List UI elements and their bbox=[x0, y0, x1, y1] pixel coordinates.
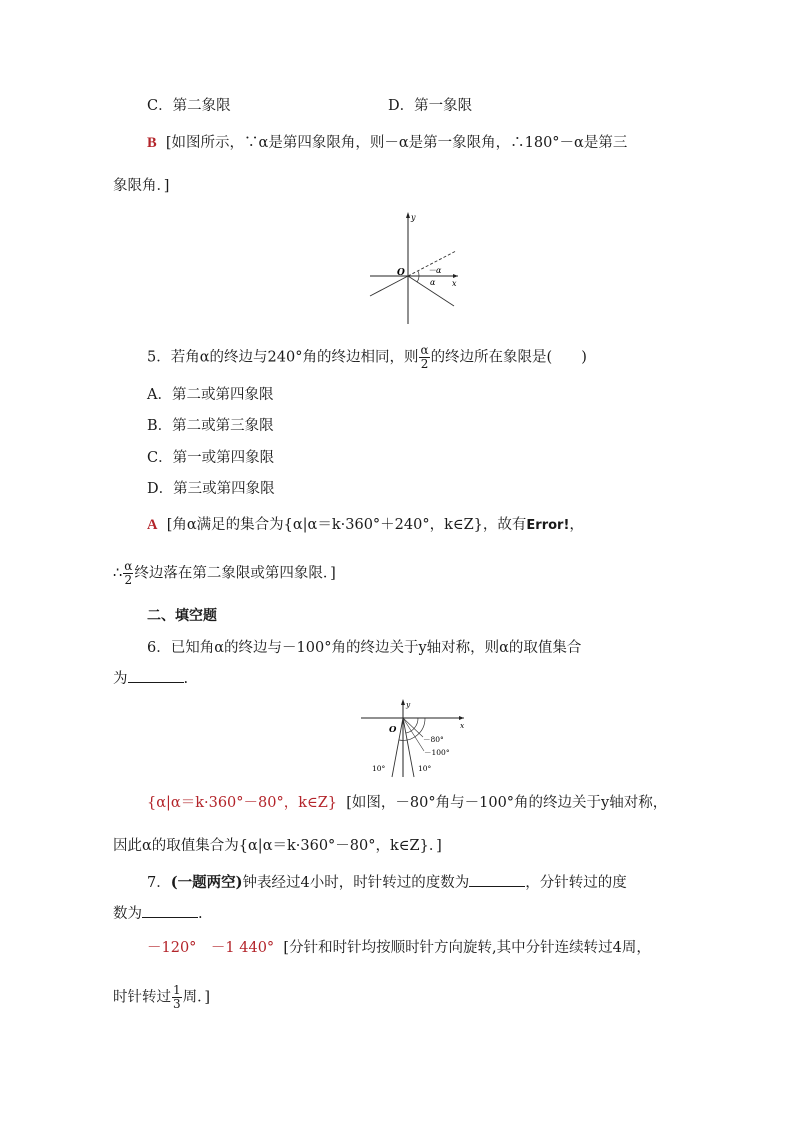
x-axis-arrow bbox=[453, 274, 458, 278]
q4-angle-figure bbox=[362, 206, 462, 328]
therefore-symbol: ∴ bbox=[113, 565, 123, 582]
option-c: C．第二象限 bbox=[147, 98, 231, 114]
q7-blank-minute-hand[interactable] bbox=[142, 903, 198, 918]
y-label: y bbox=[406, 700, 411, 709]
q7-explanation-prefix: 时针转过 bbox=[113, 989, 171, 1006]
q7-stem-period: . bbox=[198, 906, 203, 922]
q5-explanation-line2 bbox=[113, 560, 336, 587]
option-d: D．第一象限 bbox=[388, 98, 473, 114]
alpha-arc bbox=[417, 276, 419, 282]
q6-answer: {α|α＝k·360°－80°，k∈Z} bbox=[147, 795, 338, 811]
q6-stem-line2 bbox=[113, 668, 188, 689]
q6-explanation-line2: 因此α的取值集合为{α|α＝k·360°－80°，k∈Z}．] bbox=[113, 838, 442, 854]
q7-explanation-line1 bbox=[147, 938, 651, 958]
q6-answer-blank[interactable] bbox=[128, 668, 184, 683]
q7-stem-line1 bbox=[147, 872, 627, 893]
y-axis-arrow bbox=[406, 212, 410, 218]
third-quadrant-ray bbox=[370, 276, 408, 296]
section-title: 二、填空题 bbox=[147, 608, 217, 624]
fraction-numerator: α bbox=[420, 343, 429, 357]
y-label: y bbox=[411, 213, 416, 222]
q6-stem-line1: 6．已知角α的终边与－100°角的终边关于y轴对称，则α的取值集合 bbox=[147, 640, 582, 656]
q6-explanation-text: [如图，－80°角与－100°角的终边关于y轴对称， bbox=[346, 795, 668, 811]
q5-explanation-tail: 终边落在第二象限或第四象限．] bbox=[134, 565, 336, 582]
q7-number: 7． bbox=[147, 875, 171, 891]
fraction-numerator: α bbox=[124, 559, 133, 573]
label-10-right: 10° bbox=[418, 764, 432, 773]
label-neg-100: －100° bbox=[424, 748, 450, 757]
q5-explanation-text: [角α满足的集合为{α|α＝k·360°＋240°，k∈Z}，故有 bbox=[166, 517, 527, 533]
neg-alpha-label: －α bbox=[428, 266, 442, 275]
q7-blank-hour-hand[interactable] bbox=[469, 872, 525, 887]
q4-explanation-text: [如图所示，∵α是第四象限角，则－α是第一象限角，∴180°－α是第三 bbox=[165, 135, 628, 151]
x-label: x bbox=[460, 721, 465, 730]
origin-label: O bbox=[389, 725, 397, 735]
q7-stem-line2 bbox=[113, 903, 203, 924]
q5-fraction bbox=[419, 344, 429, 371]
q4-explanation-line2: 象限角．] bbox=[113, 178, 170, 194]
q5-option-d: D．第三或第四象限 bbox=[147, 481, 275, 497]
fraction-numerator: 1 bbox=[173, 983, 181, 997]
q6-stem-prefix: 为 bbox=[113, 671, 128, 687]
q5-option-c: C．第一或第四象限 bbox=[147, 450, 275, 466]
q5-comma: ， bbox=[569, 517, 584, 533]
fraction-denominator: 3 bbox=[173, 997, 181, 1011]
x-axis-arrow bbox=[459, 716, 464, 720]
neg-alpha-arc bbox=[418, 271, 419, 276]
error-text: Error! bbox=[526, 518, 570, 533]
x-label: x bbox=[452, 279, 457, 288]
q7-explanation-line2 bbox=[113, 984, 210, 1011]
q7-explanation-tail: 周．] bbox=[182, 989, 211, 1006]
q7-fraction bbox=[172, 984, 182, 1011]
label-neg-80: －80° bbox=[423, 735, 444, 744]
q5-option-b: B．第二或第三象限 bbox=[147, 418, 274, 434]
q7-tag: (一题两空) bbox=[170, 874, 243, 891]
q7-stem-prefix: 数为 bbox=[113, 906, 142, 922]
y-axis-arrow bbox=[401, 699, 405, 705]
q7-explanation-text: [分针和时针均按顺时针方向旋转,其中分针连续转过4周， bbox=[283, 940, 651, 956]
q5-stem-text: 5．若角α的终边与240°角的终边相同，则 bbox=[147, 349, 419, 366]
q5-answer: A bbox=[147, 517, 158, 533]
q7-stem-text: 钟表经过4小时，时针转过的度数为 bbox=[242, 875, 470, 891]
q6-angle-figure bbox=[356, 697, 471, 779]
q5-stem-tail: 的终边所在象限是( ) bbox=[430, 349, 587, 366]
q6-explanation-line1 bbox=[147, 793, 667, 813]
q4-explanation-line1 bbox=[147, 133, 627, 153]
fraction-denominator: 2 bbox=[420, 357, 429, 371]
q4-answer: B bbox=[147, 135, 157, 151]
label-10-left: 10° bbox=[372, 764, 386, 773]
fraction-denominator: 2 bbox=[124, 573, 133, 587]
q5-expl-fraction bbox=[123, 560, 133, 587]
q5-explanation-line1 bbox=[147, 515, 584, 536]
q5-stem bbox=[147, 344, 587, 371]
q6-stem-period: . bbox=[183, 671, 189, 687]
q7-answer: －120° －1 440° bbox=[147, 940, 275, 956]
q7-stem-text-2: ，分针转过的度 bbox=[525, 875, 627, 891]
alpha-label: α bbox=[430, 278, 436, 287]
q5-option-a: A．第二或第四象限 bbox=[147, 387, 274, 403]
origin-label: O bbox=[397, 268, 405, 278]
